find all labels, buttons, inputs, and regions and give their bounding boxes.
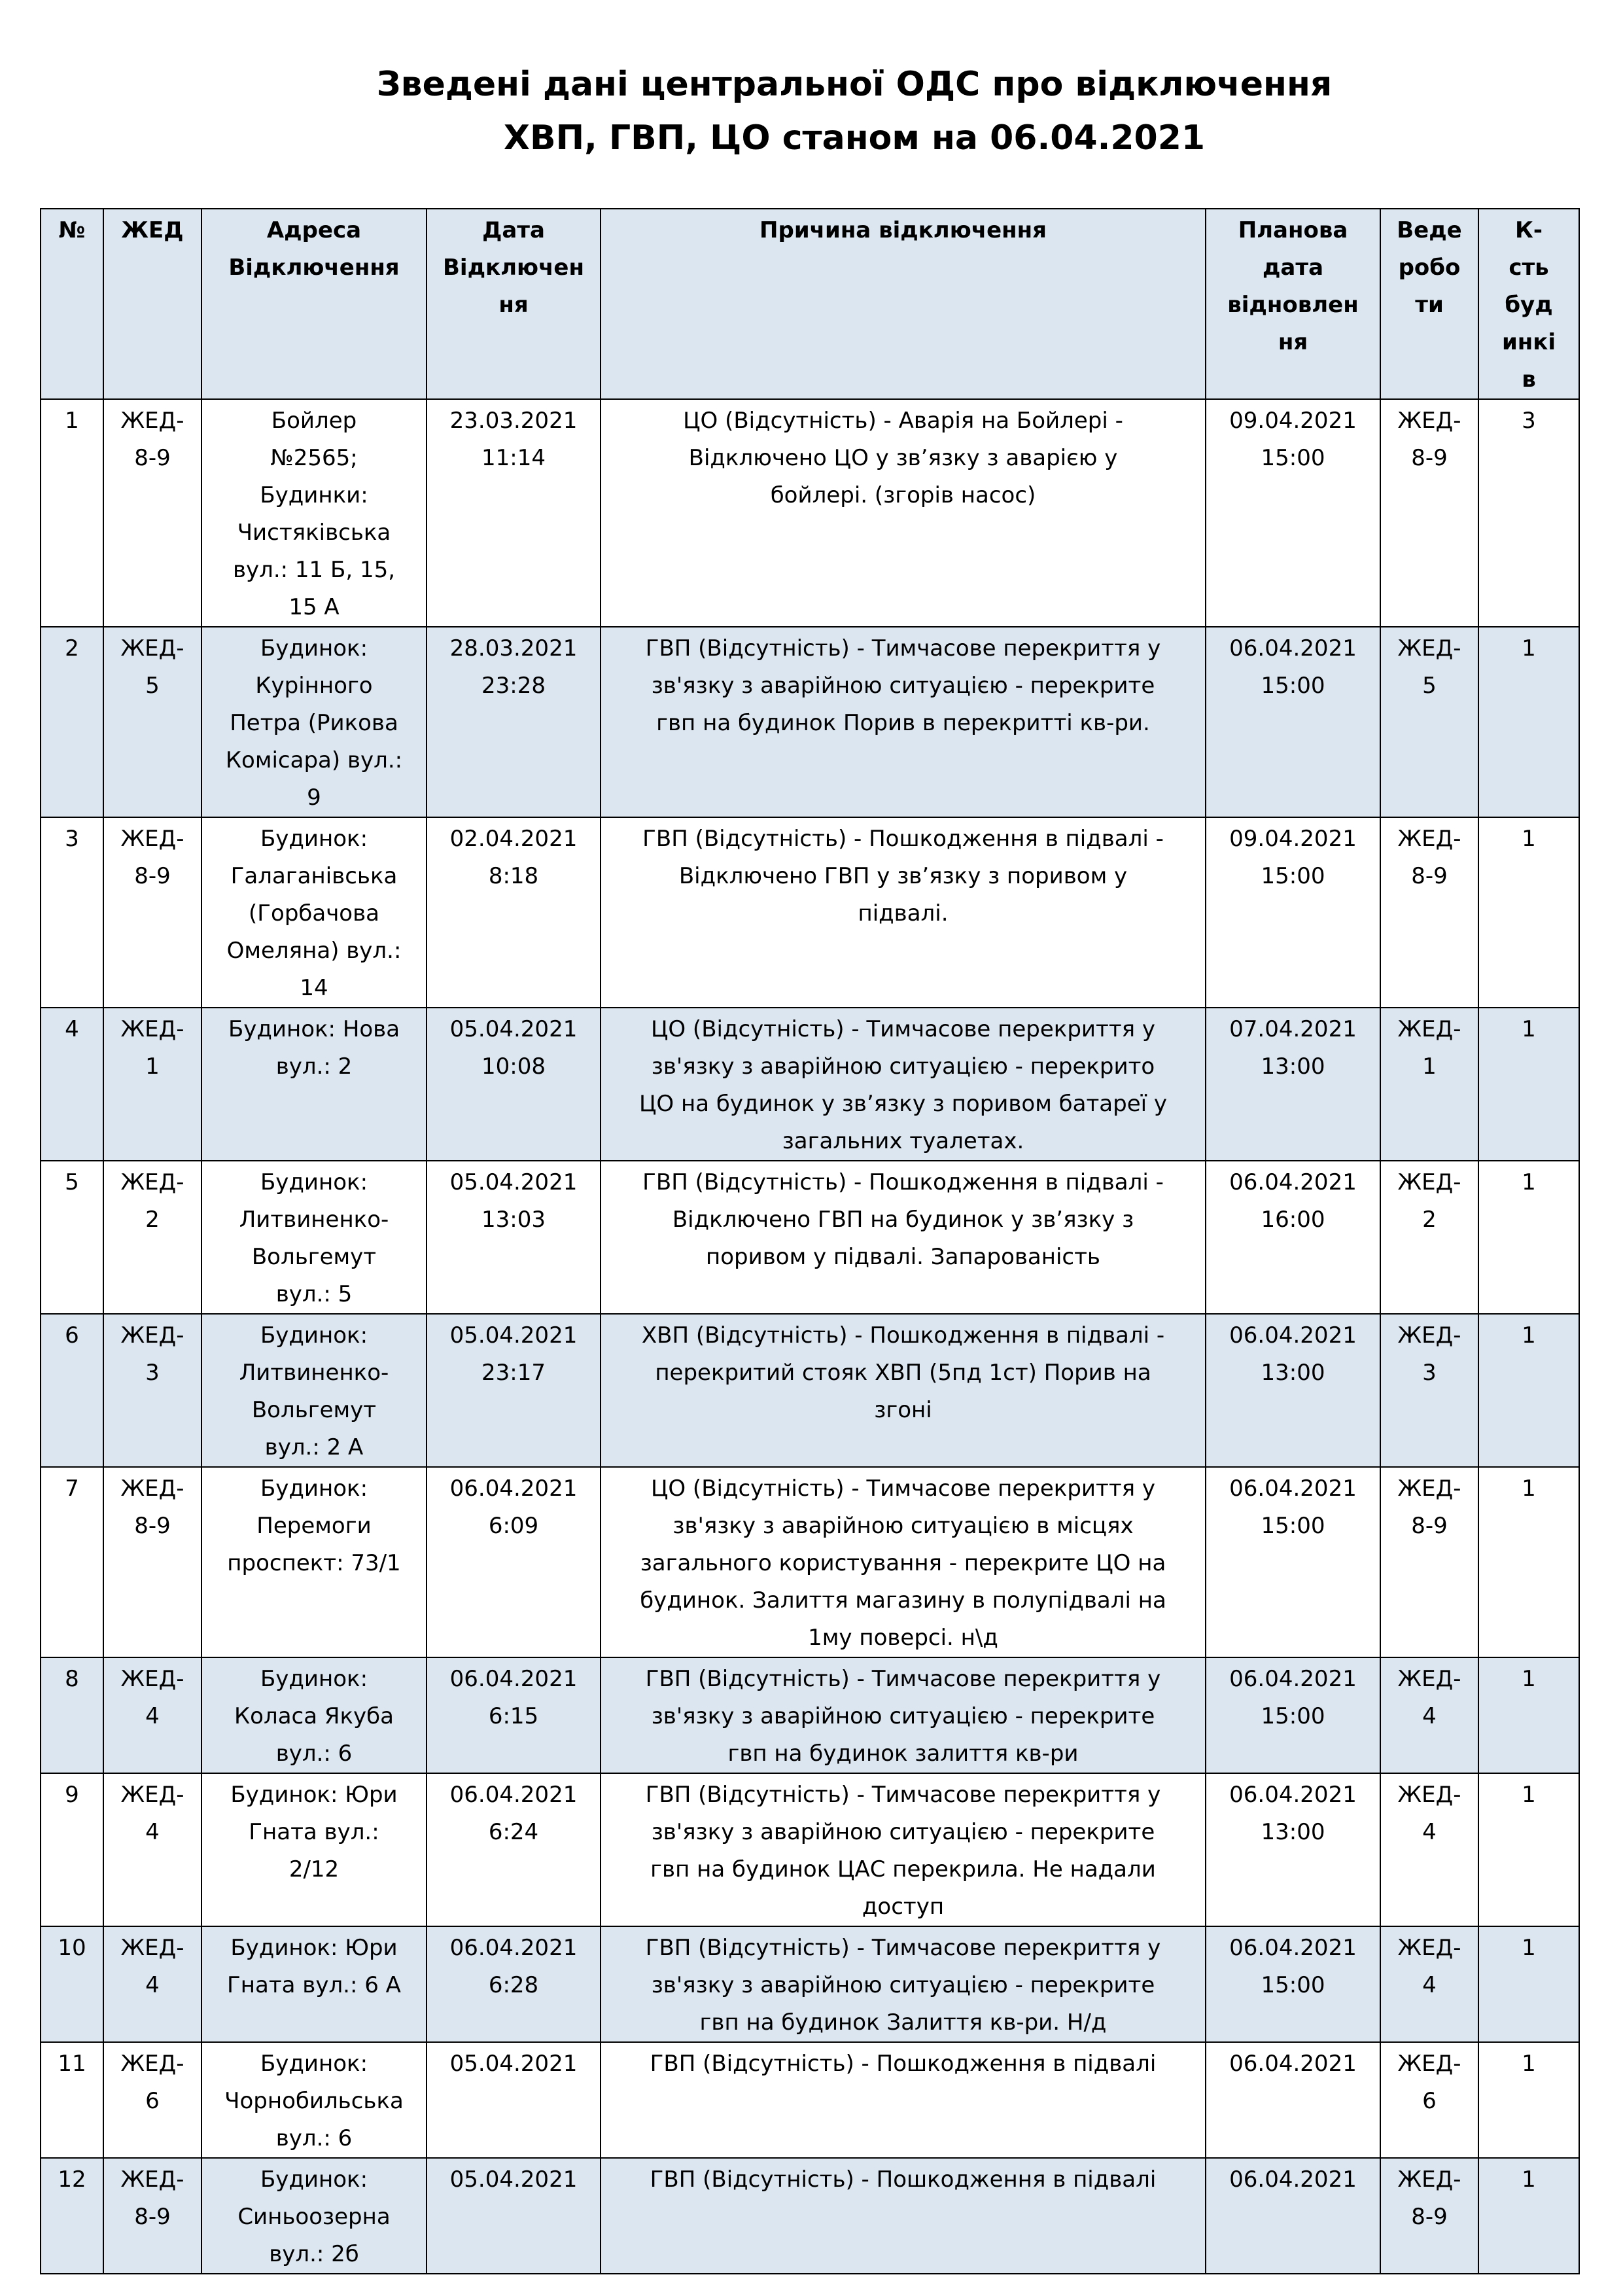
cell-planned-date: 07.04.2021 13:00	[1206, 1008, 1380, 1161]
cell-date-off: 05.04.2021	[427, 2158, 601, 2274]
cell-works: ЖЕД- 5	[1380, 627, 1478, 817]
cell-date-off: 23.03.2021 11:14	[427, 399, 601, 627]
cell-works: ЖЕД- 4	[1380, 1926, 1478, 2042]
header-works: Веде робо ти	[1380, 209, 1478, 399]
cell-date-off: 06.04.2021 6:09	[427, 1467, 601, 1657]
cell-number: 6	[41, 1314, 103, 1467]
header-address: Адреса Відключення	[201, 209, 427, 399]
cell-count: 3	[1478, 399, 1579, 627]
cell-reason: ГВП (Відсутність) - Тимчасове перекриття у зв'язку з аварійною ситуацією - перекрите гвп на будинок Порив в перекритті кв-ри.	[601, 627, 1206, 817]
cell-address: Будинок: Курінного Петра (Рикова Комісара) вул.: 9	[201, 627, 427, 817]
cell-planned-date: 06.04.2021 16:00	[1206, 1161, 1380, 1314]
cell-address: Будинок: Юри Гната вул.: 6 А	[201, 1926, 427, 2042]
table-row	[41, 1926, 1579, 2042]
cell-planned-date: 09.04.2021 15:00	[1206, 399, 1380, 627]
cell-address: Бойлер №2565; Будинки: Чистяківська вул.: 11 Б, 15, 15 А	[201, 399, 427, 627]
cell-reason: ГВП (Відсутність) - Пошкодження в підвалі	[601, 2042, 1206, 2158]
cell-planned-date: 09.04.2021 15:00	[1206, 817, 1380, 1008]
cell-date-off: 05.04.2021 23:17	[427, 1314, 601, 1467]
cell-reason: ГВП (Відсутність) - Тимчасове перекриття у зв'язку з аварійною ситуацією - перекрите гвп на будинок залиття кв-ри	[601, 1657, 1206, 1773]
table-row	[41, 399, 1579, 627]
cell-count: 1	[1478, 1008, 1579, 1161]
table-row	[41, 1314, 1579, 1467]
cell-count: 1	[1478, 627, 1579, 817]
cell-reason: ГВП (Відсутність) - Тимчасове перекриття у зв'язку з аварійною ситуацією - перекрите гвп на будинок ЦАС перекрила. Не надали доступ	[601, 1773, 1206, 1926]
cell-planned-date: 06.04.2021 15:00	[1206, 627, 1380, 817]
cell-planned-date: 06.04.2021	[1206, 2158, 1380, 2274]
cell-date-off: 05.04.2021	[427, 2042, 601, 2158]
cell-zhed: ЖЕД- 8-9	[103, 2158, 201, 2274]
cell-works: ЖЕД- 8-9	[1380, 817, 1478, 1008]
cell-works: ЖЕД- 8-9	[1380, 399, 1478, 627]
cell-address: Будинок: Литвиненко- Вольгемут вул.: 2 А	[201, 1314, 427, 1467]
table-row	[41, 2158, 1579, 2274]
table-row	[41, 2042, 1579, 2158]
cell-number: 2	[41, 627, 103, 817]
cell-reason: ХВП (Відсутність) - Пошкодження в підвалі - перекритий стояк ХВП (5пд 1ст) Порив на згоні	[601, 1314, 1206, 1467]
cell-address: Будинок: Литвиненко- Вольгемут вул.: 5	[201, 1161, 427, 1314]
cell-reason: ЦО (Відсутність) - Тимчасове перекриття у зв'язку з аварійною ситуацією в місцях загального користування - перекрите ЦО на будинок. Залиття магазину в полупідвалі на 1му поверсі. н\д	[601, 1467, 1206, 1657]
cell-planned-date: 06.04.2021 13:00	[1206, 1773, 1380, 1926]
cell-address: Будинок: Коласа Якуба вул.: 6	[201, 1657, 427, 1773]
cell-works: ЖЕД- 4	[1380, 1657, 1478, 1773]
header-zhed: ЖЕД	[103, 209, 201, 399]
cell-zhed: ЖЕД- 2	[103, 1161, 201, 1314]
cell-number: 7	[41, 1467, 103, 1657]
cell-number: 12	[41, 2158, 103, 2274]
cell-zhed: ЖЕД- 1	[103, 1008, 201, 1161]
cell-address: Будинок: Нова вул.: 2	[201, 1008, 427, 1161]
header-count: К- сть буд инкі в	[1478, 209, 1579, 399]
cell-zhed: ЖЕД- 8-9	[103, 399, 201, 627]
cell-date-off: 02.04.2021 8:18	[427, 817, 601, 1008]
cell-planned-date: 06.04.2021 15:00	[1206, 1467, 1380, 1657]
cell-count: 1	[1478, 1657, 1579, 1773]
cell-address: Будинок: Синьоозерна вул.: 2б	[201, 2158, 427, 2274]
cell-number: 9	[41, 1773, 103, 1926]
header-reason: Причина відключення	[601, 209, 1206, 399]
cell-address: Будинок: Чорнобильська вул.: 6	[201, 2042, 427, 2158]
cell-reason: ГВП (Відсутність) - Пошкодження в підвалі - Відключено ГВП на будинок у зв’язку з поривом у підвалі. Запарованість	[601, 1161, 1206, 1314]
cell-reason: ГВП (Відсутність) - Пошкодження в підвалі - Відключено ГВП у зв’язку з поривом у підвалі.	[601, 817, 1206, 1008]
cell-zhed: ЖЕД- 4	[103, 1657, 201, 1773]
cell-planned-date: 06.04.2021 13:00	[1206, 1314, 1380, 1467]
cell-works: ЖЕД- 2	[1380, 1161, 1478, 1314]
cell-works: ЖЕД- 4	[1380, 1773, 1478, 1926]
cell-number: 3	[41, 817, 103, 1008]
cell-count: 1	[1478, 1467, 1579, 1657]
cell-address: Будинок: Юри Гната вул.: 2/12	[201, 1773, 427, 1926]
cell-date-off: 06.04.2021 6:24	[427, 1773, 601, 1926]
cell-planned-date: 06.04.2021	[1206, 2042, 1380, 2158]
cell-count: 1	[1478, 1314, 1579, 1467]
cell-date-off: 05.04.2021 13:03	[427, 1161, 601, 1314]
outages-table	[40, 208, 1580, 2274]
cell-number: 11	[41, 2042, 103, 2158]
cell-number: 4	[41, 1008, 103, 1161]
cell-works: ЖЕД- 8-9	[1380, 1467, 1478, 1657]
table-row	[41, 1773, 1579, 1926]
cell-number: 5	[41, 1161, 103, 1314]
table-row	[41, 1467, 1579, 1657]
title-line-1: Зведені дані центральної ОДС про відключення	[376, 65, 1333, 104]
table-row	[41, 1008, 1579, 1161]
header-number: №	[41, 209, 103, 399]
cell-number: 1	[41, 399, 103, 627]
cell-number: 8	[41, 1657, 103, 1773]
cell-address: Будинок: Галаганівська (Горбачова Омеляна) вул.: 14	[201, 817, 427, 1008]
cell-date-off: 06.04.2021 6:15	[427, 1657, 601, 1773]
cell-zhed: ЖЕД- 5	[103, 627, 201, 817]
cell-count: 1	[1478, 2042, 1579, 2158]
cell-number: 10	[41, 1926, 103, 2042]
cell-date-off: 05.04.2021 10:08	[427, 1008, 601, 1161]
document-title	[0, 58, 1623, 165]
table-row	[41, 1161, 1579, 1314]
title-line-2: ХВП, ГВП, ЦО станом на 06.04.2021	[503, 118, 1206, 158]
cell-zhed: ЖЕД- 8-9	[103, 1467, 201, 1657]
cell-zhed: ЖЕД- 6	[103, 2042, 201, 2158]
cell-date-off: 06.04.2021 6:28	[427, 1926, 601, 2042]
header-planned-date: Планова дата відновлен ня	[1206, 209, 1380, 399]
cell-count: 1	[1478, 1926, 1579, 2042]
cell-count: 1	[1478, 817, 1579, 1008]
cell-reason: ГВП (Відсутність) - Тимчасове перекриття у зв'язку з аварійною ситуацією - перекрите гвп на будинок Залиття кв-ри. Н/д	[601, 1926, 1206, 2042]
cell-zhed: ЖЕД- 4	[103, 1773, 201, 1926]
cell-zhed: ЖЕД- 8-9	[103, 817, 201, 1008]
cell-works: ЖЕД- 3	[1380, 1314, 1478, 1467]
cell-planned-date: 06.04.2021 15:00	[1206, 1657, 1380, 1773]
cell-reason: ГВП (Відсутність) - Пошкодження в підвалі	[601, 2158, 1206, 2274]
cell-count: 1	[1478, 1773, 1579, 1926]
table-row	[41, 817, 1579, 1008]
cell-count: 1	[1478, 2158, 1579, 2274]
cell-date-off: 28.03.2021 23:28	[427, 627, 601, 817]
cell-works: ЖЕД- 6	[1380, 2042, 1478, 2158]
cell-zhed: ЖЕД- 3	[103, 1314, 201, 1467]
cell-planned-date: 06.04.2021 15:00	[1206, 1926, 1380, 2042]
cell-works: ЖЕД- 8-9	[1380, 2158, 1478, 2274]
cell-works: ЖЕД- 1	[1380, 1008, 1478, 1161]
table-row	[41, 627, 1579, 817]
header-row	[41, 209, 1579, 399]
header-date-off: Дата Відключен ня	[427, 209, 601, 399]
cell-count: 1	[1478, 1161, 1579, 1314]
cell-reason: ЦО (Відсутність) - Тимчасове перекриття у зв'язку з аварійною ситуацією - перекрито ЦО на будинок у зв’язку з поривом батареї у загальних туалетах.	[601, 1008, 1206, 1161]
table-row	[41, 1657, 1579, 1773]
cell-reason: ЦО (Відсутність) - Аварія на Бойлері - Відключено ЦО у зв’язку з аварією у бойлері. (згорів насос)	[601, 399, 1206, 627]
cell-address: Будинок: Перемоги проспект: 73/1	[201, 1467, 427, 1657]
cell-zhed: ЖЕД- 4	[103, 1926, 201, 2042]
